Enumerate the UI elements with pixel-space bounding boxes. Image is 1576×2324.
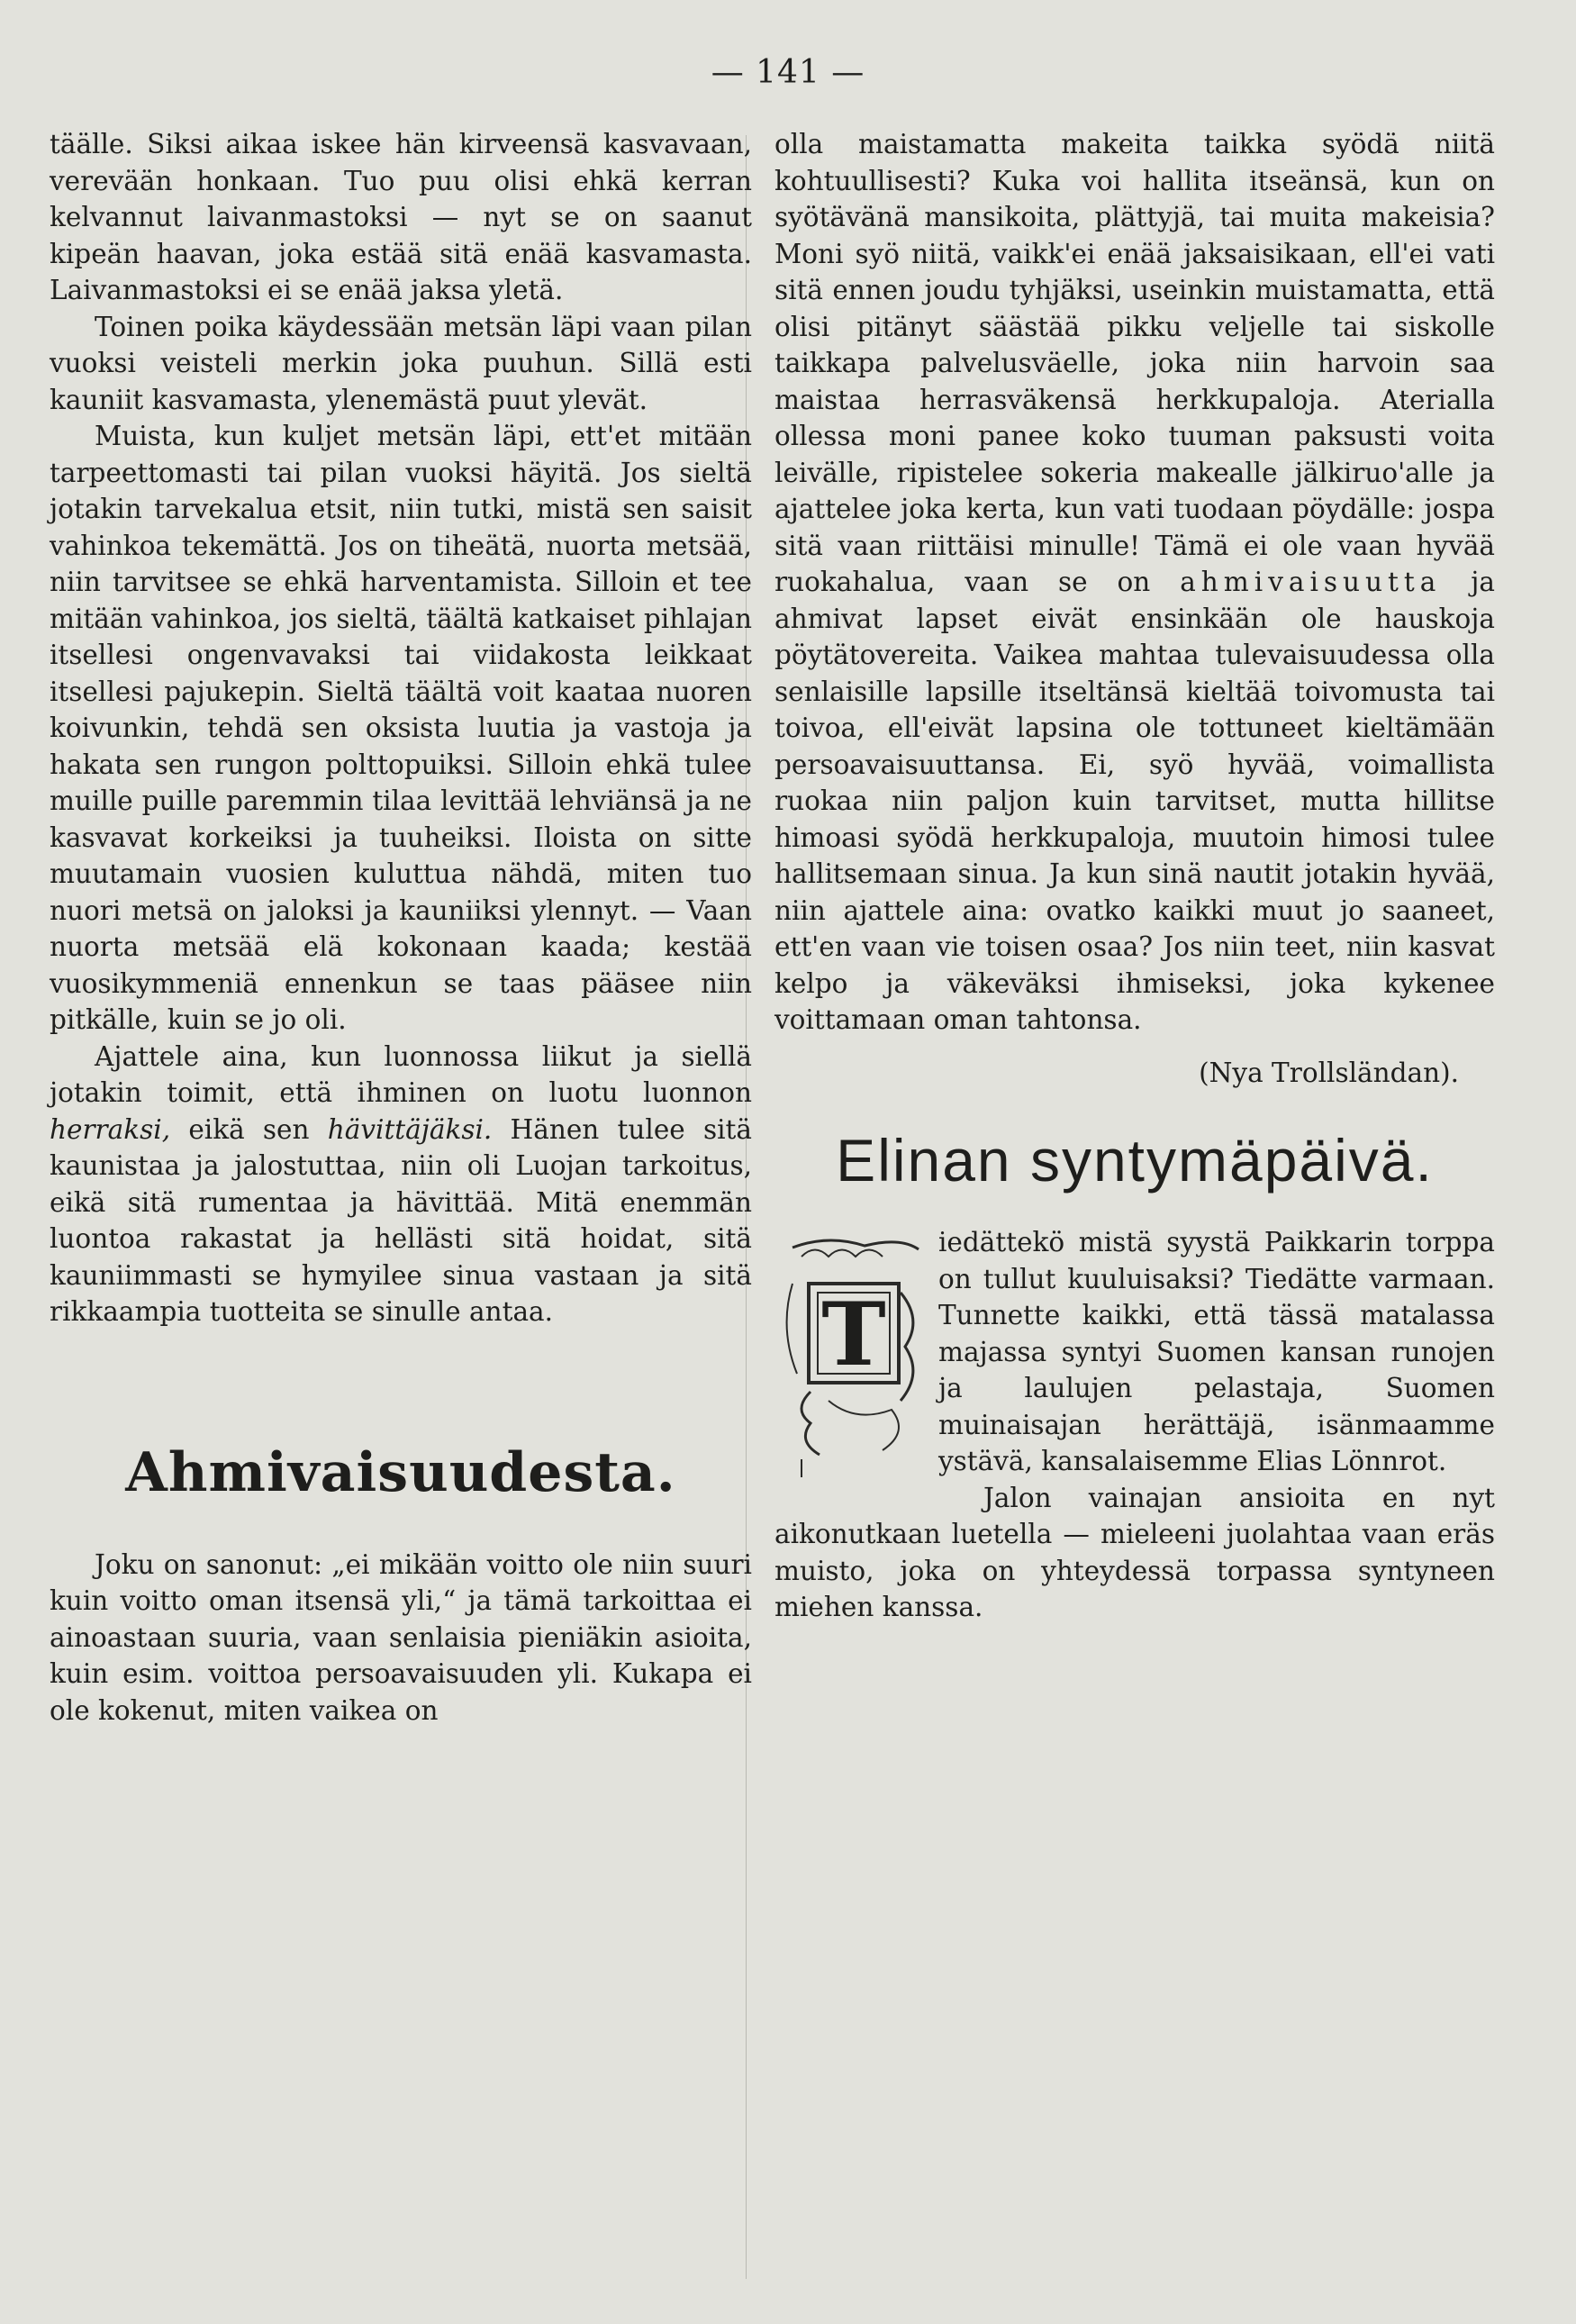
left-column: [50, 126, 752, 1729]
paragraph: Jalon vainajan ansioita en nyt aikonutkaan luetella — mieleeni juolahtaa vaan eräs muisto, joka on yhteydessä torpassa syntyneen miehen kanssa.: [774, 1482, 1495, 1622]
signature: (Nya Trollsländan).: [1199, 1057, 1459, 1088]
emphasis: hävittäjäksi.: [327, 1113, 493, 1145]
ornamental-initial-icon: [774, 1230, 928, 1482]
text-run: Hänen tulee sitä kaunistaa ja jalostuttaa, niin oli Luojan tarkoitus, eikä sitä rumentaa ja hävittää. Mitä enemmän luontoa rakastat ja hellästi sitä hoidat, sitä kauniimmasti se hymyilee sinua vastaan ja sitä rikkaampia tuotteita se sinulle antaa.: [50, 1113, 752, 1327]
paragraph: Muista, kun kuljet metsän läpi, ett'et mitään tarpeettomasti tai pilan vuoksi häyitä. Jos sieltä jotakin tarvekalua etsit, niin tutki, mistä sen saisit vahinkoa tekemättä. Jos on tiheätä, nuorta metsää, niin tarvitsee se ehkä harventamista. Silloin et tee mitään vahinkoa, jos sieltä, täältä katkaiset pihlajan itsellesi ongenvavaksi tai viidakosta leikkaat itsellesi pajukepin. Sieltä täältä voit kaataa nuoren koivunkin, tehdä sen oksista luutia ja vastoja ja hakata sen rungon polttopuiksi. Silloin ehkä tulee muille puille paremmin tilaa levittää lehviänsä ja ne kasvavat korkeiksi ja tuuheiksi. Iloista on sitte muutamain vuosien kuluttua nähdä, miten tuo nuori metsä on jaloksi ja kauniiksi ylennyt. — Vaan nuorta metsää elä kokonaan kaada; kestää vuosikymmeniä ennenkun se taas pääsee niin pitkälle, kuin se jo oli.: [50, 421, 752, 1035]
spaced-emphasis: ahmivaisuutta: [1180, 567, 1442, 597]
paragraph: [774, 126, 1495, 1039]
section-heading: Elinan syntymäpäivä.: [836, 1127, 1434, 1194]
text-run: eikä sen: [170, 1113, 328, 1145]
page-number: — 141 —: [711, 54, 865, 91]
dropcap-letter: T: [821, 1284, 886, 1385]
text-run: ja ahmivat lapset eivät ensinkään ole hauskoja pöytätovereita. Vaikea mahtaa tulevaisuudessa olla senlaisille lapsille itseltänsä kieltää toivomusta tai toivoa, ell'eivät lapsina ole tottuneet kieltämään persoavaisuuttansa. Ei, syö hyvää, voimallista ruokaa niin paljon kuin tarvitset, mutta hillitse himoasi syödä herkkupaloja, muutoin himosi tulee hallitsemaan sinua. Ja kun sinä nautit jotakin hyvää, niin ajattele aina: ovatko kaikki muut jo saaneet, ett'en vaan vie toisen osaa? Jos niin teet, niin kasvat kelpo ja väkeväksi ihmiseksi, joka kykenee voittamaan oman tahtonsa.: [774, 567, 1495, 1035]
paragraph: [50, 1039, 752, 1330]
text-run: olla maistamatta makeita taikka syödä niitä kohtuullisesti? Kuka voi hallita itseänsä, kun on syötävänä mansikoita, plättyjä, tai muita makeisia? Moni syö niitä, vaikk'ei enää jaksaisikaan, ell'ei vati sitä ennen joudu tyhjäksi, useinkin muistamatta, että olisi pitänyt säästää pikku veljelle tai siskolle taikkapa palvelusväelle, joka niin harvoin saa maistaa herrasväkensä herkkupaloja. Aterialla ollessa moni panee koko tuuman paksusti voita leivälle, ripistelee sokeria makealle jälkiruo'alle ja ajattelee joka kerta, kun vati tuodaan pöydälle: jospa sitä vaan riittäisi minulle! Tämä ei ole vaan hyvää ruokahalua, vaan se on: [774, 129, 1495, 597]
paragraph: Joku on sanonut: „ei mikään voitto ole niin suuri kuin voitto oman itsensä yli,“ ja tämä tarkoittaa ei ainoastaan suuria, vaan senlaisia pieniäkin asioita, kuin esim. voittoa persoavaisuuden yli. Kukapa ei ole kokenut, miten vaikea on: [50, 1548, 752, 1726]
dropcap-paragraph: [774, 1224, 1495, 1480]
paragraph: Toinen poika käydessään metsän läpi vaan pilan vuoksi veisteli merkin joka puuhun. Sillä esti kauniit kasvamasta, ylenemästä puut ylevät.: [50, 311, 752, 415]
right-column: [774, 126, 1495, 1626]
emphasis: herraksi,: [50, 1113, 171, 1145]
ornamental-initial: [774, 1230, 928, 1482]
paragraph: iedättekö mistä syystä Paikkarin torppa on tullut kuuluisaksi? Tiedätte varmaan. Tunnette kaikki, että tässä matalassa majassa syntyi Suomen kansan runojen ja laulujen pelastaja, Suomen muinaisajan herättäjä, isänmaamme ystävä, kansalaisemme Elias Lönnrot.: [938, 1227, 1495, 1476]
text-run: Ajattele aina, kun luonnossa liikut ja siellä jotakin toimit, että ihminen on luotu luonnon: [50, 1040, 752, 1108]
paragraph: täälle. Siksi aikaa iskee hän kirveensä kasvavaan, verevään honkaan. Tuo puu olisi ehkä kerran kelvannut laivanmastoksi — nyt se on saanut kipeän haavan, joka estää sitä enää kasvamasta. Laivanmastoksi ei se enää jaksa yletä.: [50, 129, 752, 305]
section-heading: Ahmivaisuudesta.: [125, 1440, 676, 1504]
